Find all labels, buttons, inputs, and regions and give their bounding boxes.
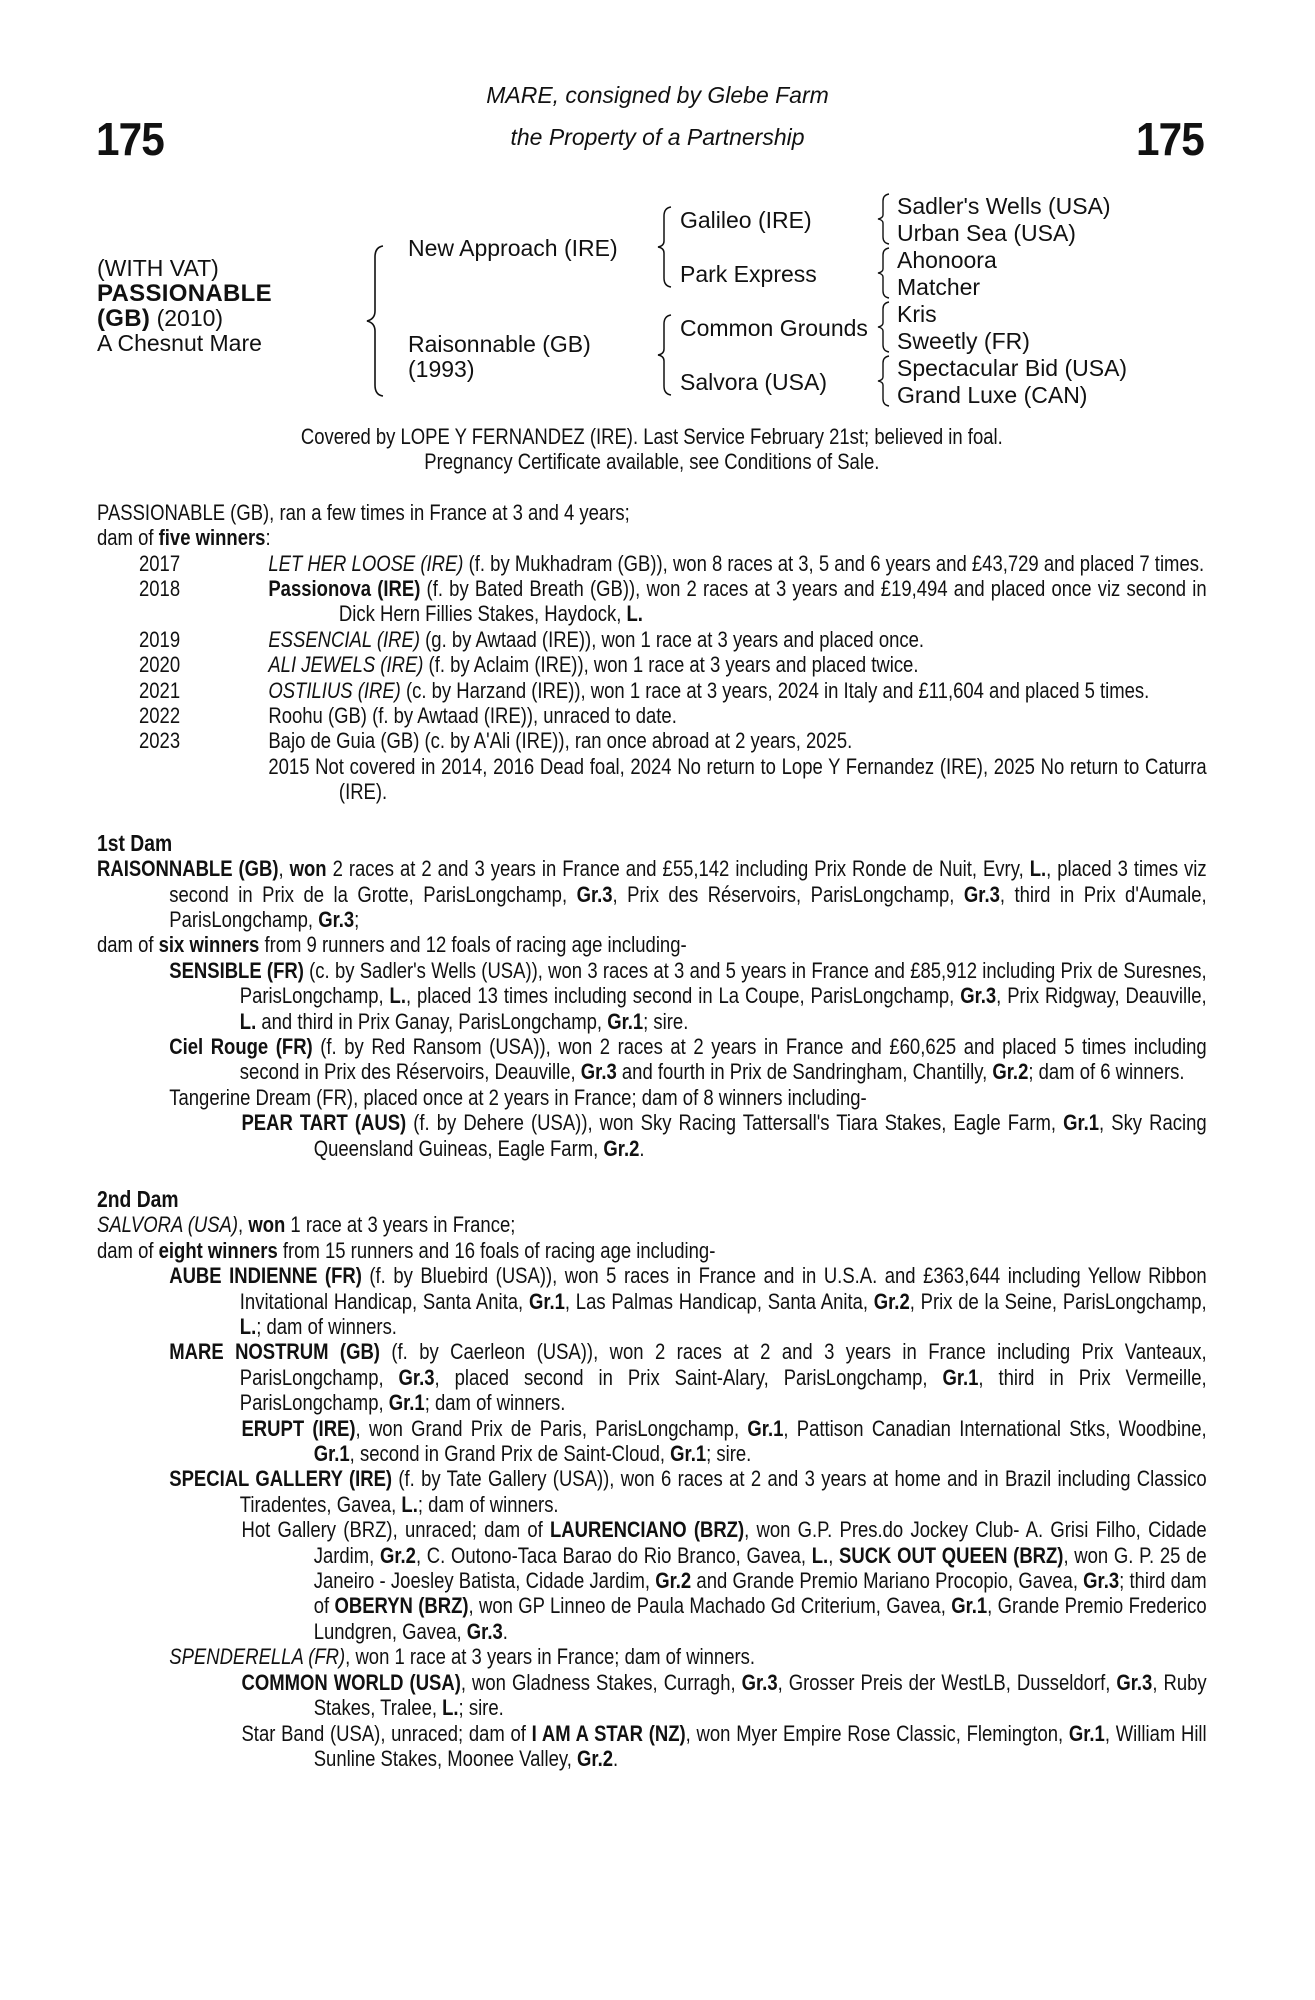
brace-icon	[655, 314, 675, 396]
property-line: the Property of a Partnership	[510, 124, 805, 150]
foal-year: 2018	[139, 576, 181, 602]
ggp-2: Urban Sea (USA)	[897, 220, 1076, 246]
covering-line-2: Pregnancy Certificate available, see Conditions of Sale.	[424, 449, 880, 475]
ggp-4: Matcher	[897, 274, 981, 300]
foal-row: 2022 Roohu (GB) (f. by Awtaad (IRE)), unraced to date.	[97, 703, 1207, 728]
ggp-5: Kris	[897, 301, 937, 327]
foal-row: 2020 ALI JEWELS (IRE) (f. by Aclaim (IRE)), won 1 race at 3 years and placed twice.	[97, 652, 1207, 677]
foal-row: 2021 OSTILIUS (IRE) (c. by Harzand (IRE)), won 1 race at 3 years, 2024 in Italy and £11,604 and placed 5 times.	[97, 678, 1207, 703]
foal-name: OSTILIUS (IRE)	[268, 677, 401, 703]
foal-name: Bajo de Guia (GB)	[268, 728, 420, 754]
sire-dam: Park Express	[680, 261, 817, 287]
dam-year: (1993)	[408, 356, 475, 382]
ggp-3: Ahonoora	[897, 247, 997, 273]
foal-year: 2021	[139, 677, 181, 703]
second-dam-dam-of: dam of eight winners from 15 runners and 16 foals of racing age including-	[97, 1237, 716, 1263]
second-dam-heading: 2nd Dam	[97, 1185, 179, 1212]
foal-name: LET HER LOOSE (IRE)	[268, 550, 464, 576]
progeny-hot-gallery: Hot Gallery (BRZ), unraced; dam of LAURENCIANO (BRZ), won G.P. Pres.do Jockey Club- A. Grisi Filho, Cidade Jardim, Gr.2, C. Outono-Taca Barao do Rio Branco, Gavea, L., SUCK OUT QUEEN (BRZ), won G. P. 25 de Janeiro - Joesley Batista, Cidade Jardim, Gr.2 and Grande Premio Mariano Procopio, Gavea, Gr.3; third dam of OBERYN (BRZ), won GP Linneo de Paula Machado Gd Criterium, Gavea, Gr.1, Grande Premio Frederico Lundgren, Gavea, Gr.3.	[241, 1517, 1207, 1644]
lot-number-left: 175	[96, 113, 164, 165]
first-dam-dam-of: dam of six winners from 9 runners and 12 foals of racing age including-	[97, 932, 687, 958]
brace-icon	[875, 301, 893, 353]
ggp-6: Sweetly (FR)	[897, 328, 1030, 354]
foal-name: ALI JEWELS (IRE)	[268, 652, 424, 678]
progeny-special-gallery: SPECIAL GALLERY (IRE) (f. by Tate Gallery (USA)), won 6 races at 2 and 3 years at home and in Brazil including Classico Tiradentes, Gavea, L.; dam of winners.	[169, 1466, 1207, 1517]
second-dam-record: SALVORA (USA), won 1 race at 3 years in France;	[97, 1212, 516, 1238]
foal-year: 2020	[139, 652, 181, 678]
progeny-star-band: Star Band (USA), unraced; dam of I AM A STAR (NZ), won Myer Empire Rose Classic, Flemington, Gr.1, William Hill Sunline Stakes, Moonee Valley, Gr.2.	[241, 1720, 1207, 1771]
produce-notes: 2015 Not covered in 2014, 2016 Dead foal, 2024 No return to Lope Y Fernandez (IRE), 2025 No return to Caturra (IRE).	[268, 753, 1207, 805]
progeny-spenderella: SPENDERELLA (FR), won 1 race at 3 years in France; dam of winners.	[169, 1644, 756, 1670]
dam-dam: Salvora (USA)	[680, 369, 827, 395]
foal-year: 2019	[139, 626, 181, 652]
progeny-ciel-rouge: Ciel Rouge (FR) (f. by Red Ransom (USA)), won 2 races at 2 years in France and £60,625 and placed 5 times including second in Prix des Réservoirs, Deauville, Gr.3 and fourth in Prix de Sandringham, Chantilly, Gr.2; dam of 6 winners.	[169, 1033, 1207, 1085]
first-dam-heading: 1st Dam	[97, 829, 173, 856]
ggp-8: Grand Luxe (CAN)	[897, 382, 1088, 408]
foal-year: 2017	[139, 550, 181, 576]
brace-icon	[655, 206, 675, 288]
foal-year: 2022	[139, 703, 181, 729]
horse-description: A Chesnut Mare	[97, 330, 262, 356]
foal-name: Passionova (IRE)	[268, 576, 421, 602]
foal-name: Roohu (GB)	[268, 703, 367, 729]
first-dam-name: RAISONNABLE (GB)	[97, 856, 279, 882]
brace-icon	[875, 355, 893, 407]
dam: Raisonnable (GB)	[408, 331, 591, 357]
brace-icon	[875, 193, 893, 245]
brace-icon	[875, 247, 893, 299]
foal-row: 2019 ESSENCIAL (IRE) (g. by Awtaad (IRE)), won 1 race at 3 years and placed once.	[97, 627, 1207, 652]
foal-year: 2023	[139, 728, 181, 754]
first-dam-record: RAISONNABLE (GB), won 2 races at 2 and 3 years in France and £55,142 including Prix Ronde de Nuit, Evry, L., placed 3 times viz second in Prix de la Grotte, ParisLongchamp, Gr.3, Prix des Réservoirs, ParisLongchamp, Gr.3, third in Prix d'Aumale, ParisLongchamp, Gr.3;	[97, 856, 1207, 932]
brace-icon	[363, 245, 389, 397]
foal-row: 2018 Passionova (IRE) (f. by Bated Breath (GB)), won 2 races at 3 years and £19,494 and placed once viz second in Dick Hern Fillies Stakes, Haydock, L.	[97, 576, 1207, 627]
ggp-1: Sadler's Wells (USA)	[897, 193, 1111, 219]
lot-number-right: 175	[1136, 113, 1204, 165]
covering-line-1: Covered by LOPE Y FERNANDEZ (IRE). Last Service February 21st; believed in foal.	[300, 424, 1003, 449]
sire-sire: Galileo (IRE)	[680, 207, 812, 233]
ggp-7: Spectacular Bid (USA)	[897, 355, 1128, 381]
progeny-tangerine-dream: Tangerine Dream (FR), placed once at 2 years in France; dam of 8 winners including-	[169, 1084, 867, 1110]
dam-sire: Common Grounds	[680, 315, 868, 341]
foal-row: 2017 LET HER LOOSE (IRE) (f. by Mukhadram (GB)), won 8 races at 3, 5 and 6 years and £43,729 and placed 7 times.	[97, 551, 1207, 576]
horse-country: (GB)	[97, 305, 151, 332]
vat-note: (WITH VAT)	[97, 255, 219, 281]
second-dam-name: SALVORA (USA)	[97, 1212, 239, 1238]
progeny-aube-indienne: AUBE INDIENNE (FR) (f. by Bluebird (USA)), won 5 races in France and in U.S.A. and £363,644 including Yellow Ribbon Invitational Handicap, Santa Anita, Gr.1, Las Palmas Handicap, Santa Anita, Gr.2, Prix de la Seine, ParisLongchamp, L.; dam of winners.	[169, 1263, 1207, 1339]
horse-country-year	[97, 306, 223, 331]
horse-name: PASSIONABLE	[97, 280, 272, 307]
produce-dam-of: dam of five winners:	[97, 525, 271, 551]
consignor-line: MARE, consigned by Glebe Farm	[486, 82, 829, 108]
sire: New Approach (IRE)	[408, 235, 618, 261]
progeny-erupt: ERUPT (IRE), won Grand Prix de Paris, ParisLongchamp, Gr.1, Pattison Canadian International Stks, Woodbine, Gr.1, second in Grand Prix de Saint-Cloud, Gr.1; sire.	[241, 1415, 1207, 1467]
catalogue-body	[97, 424, 1207, 1771]
progeny-mare-nostrum: MARE NOSTRUM (GB) (f. by Caerleon (USA)), won 2 races at 2 and 3 years in France including Prix Vanteaux, ParisLongchamp, Gr.3, placed second in Prix Saint-Alary, ParisLongchamp, Gr.1, third in Prix Vermeille, ParisLongchamp, Gr.1; dam of winners.	[169, 1339, 1207, 1416]
progeny-sensible: SENSIBLE (FR) (c. by Sadler's Wells (USA)), won 3 races at 3 and 5 years in France and £85,912 including Prix de Suresnes, ParisLongchamp, L., placed 13 times including second in La Coupe, ParisLongchamp, Gr.3, Prix Ridgway, Deauville, L. and third in Prix Ganay, ParisLongchamp, Gr.1; sire.	[169, 957, 1207, 1034]
progeny-common-world: COMMON WORLD (USA), won Gladness Stakes, Curragh, Gr.3, Grosser Preis der WestLB, Dusseldorf, Gr.3, Ruby Stakes, Tralee, L.; sire.	[241, 1669, 1207, 1721]
horse-year: (2010)	[156, 305, 224, 331]
progeny-pear-tart: PEAR TART (AUS) (f. by Dehere (USA)), won Sky Racing Tattersall's Tiara Stakes, Eagle Farm, Gr.1, Sky Racing Queensland Guineas, Eagle Farm, Gr.2.	[241, 1110, 1207, 1161]
foal-row: 2023 Bajo de Guia (GB) (c. by A'Ali (IRE)), ran once abroad at 2 years, 2025.	[97, 728, 1207, 753]
produce-intro: PASSIONABLE (GB), ran a few times in France at 3 and 4 years;	[97, 499, 630, 525]
foal-name: ESSENCIAL (IRE)	[268, 626, 421, 652]
